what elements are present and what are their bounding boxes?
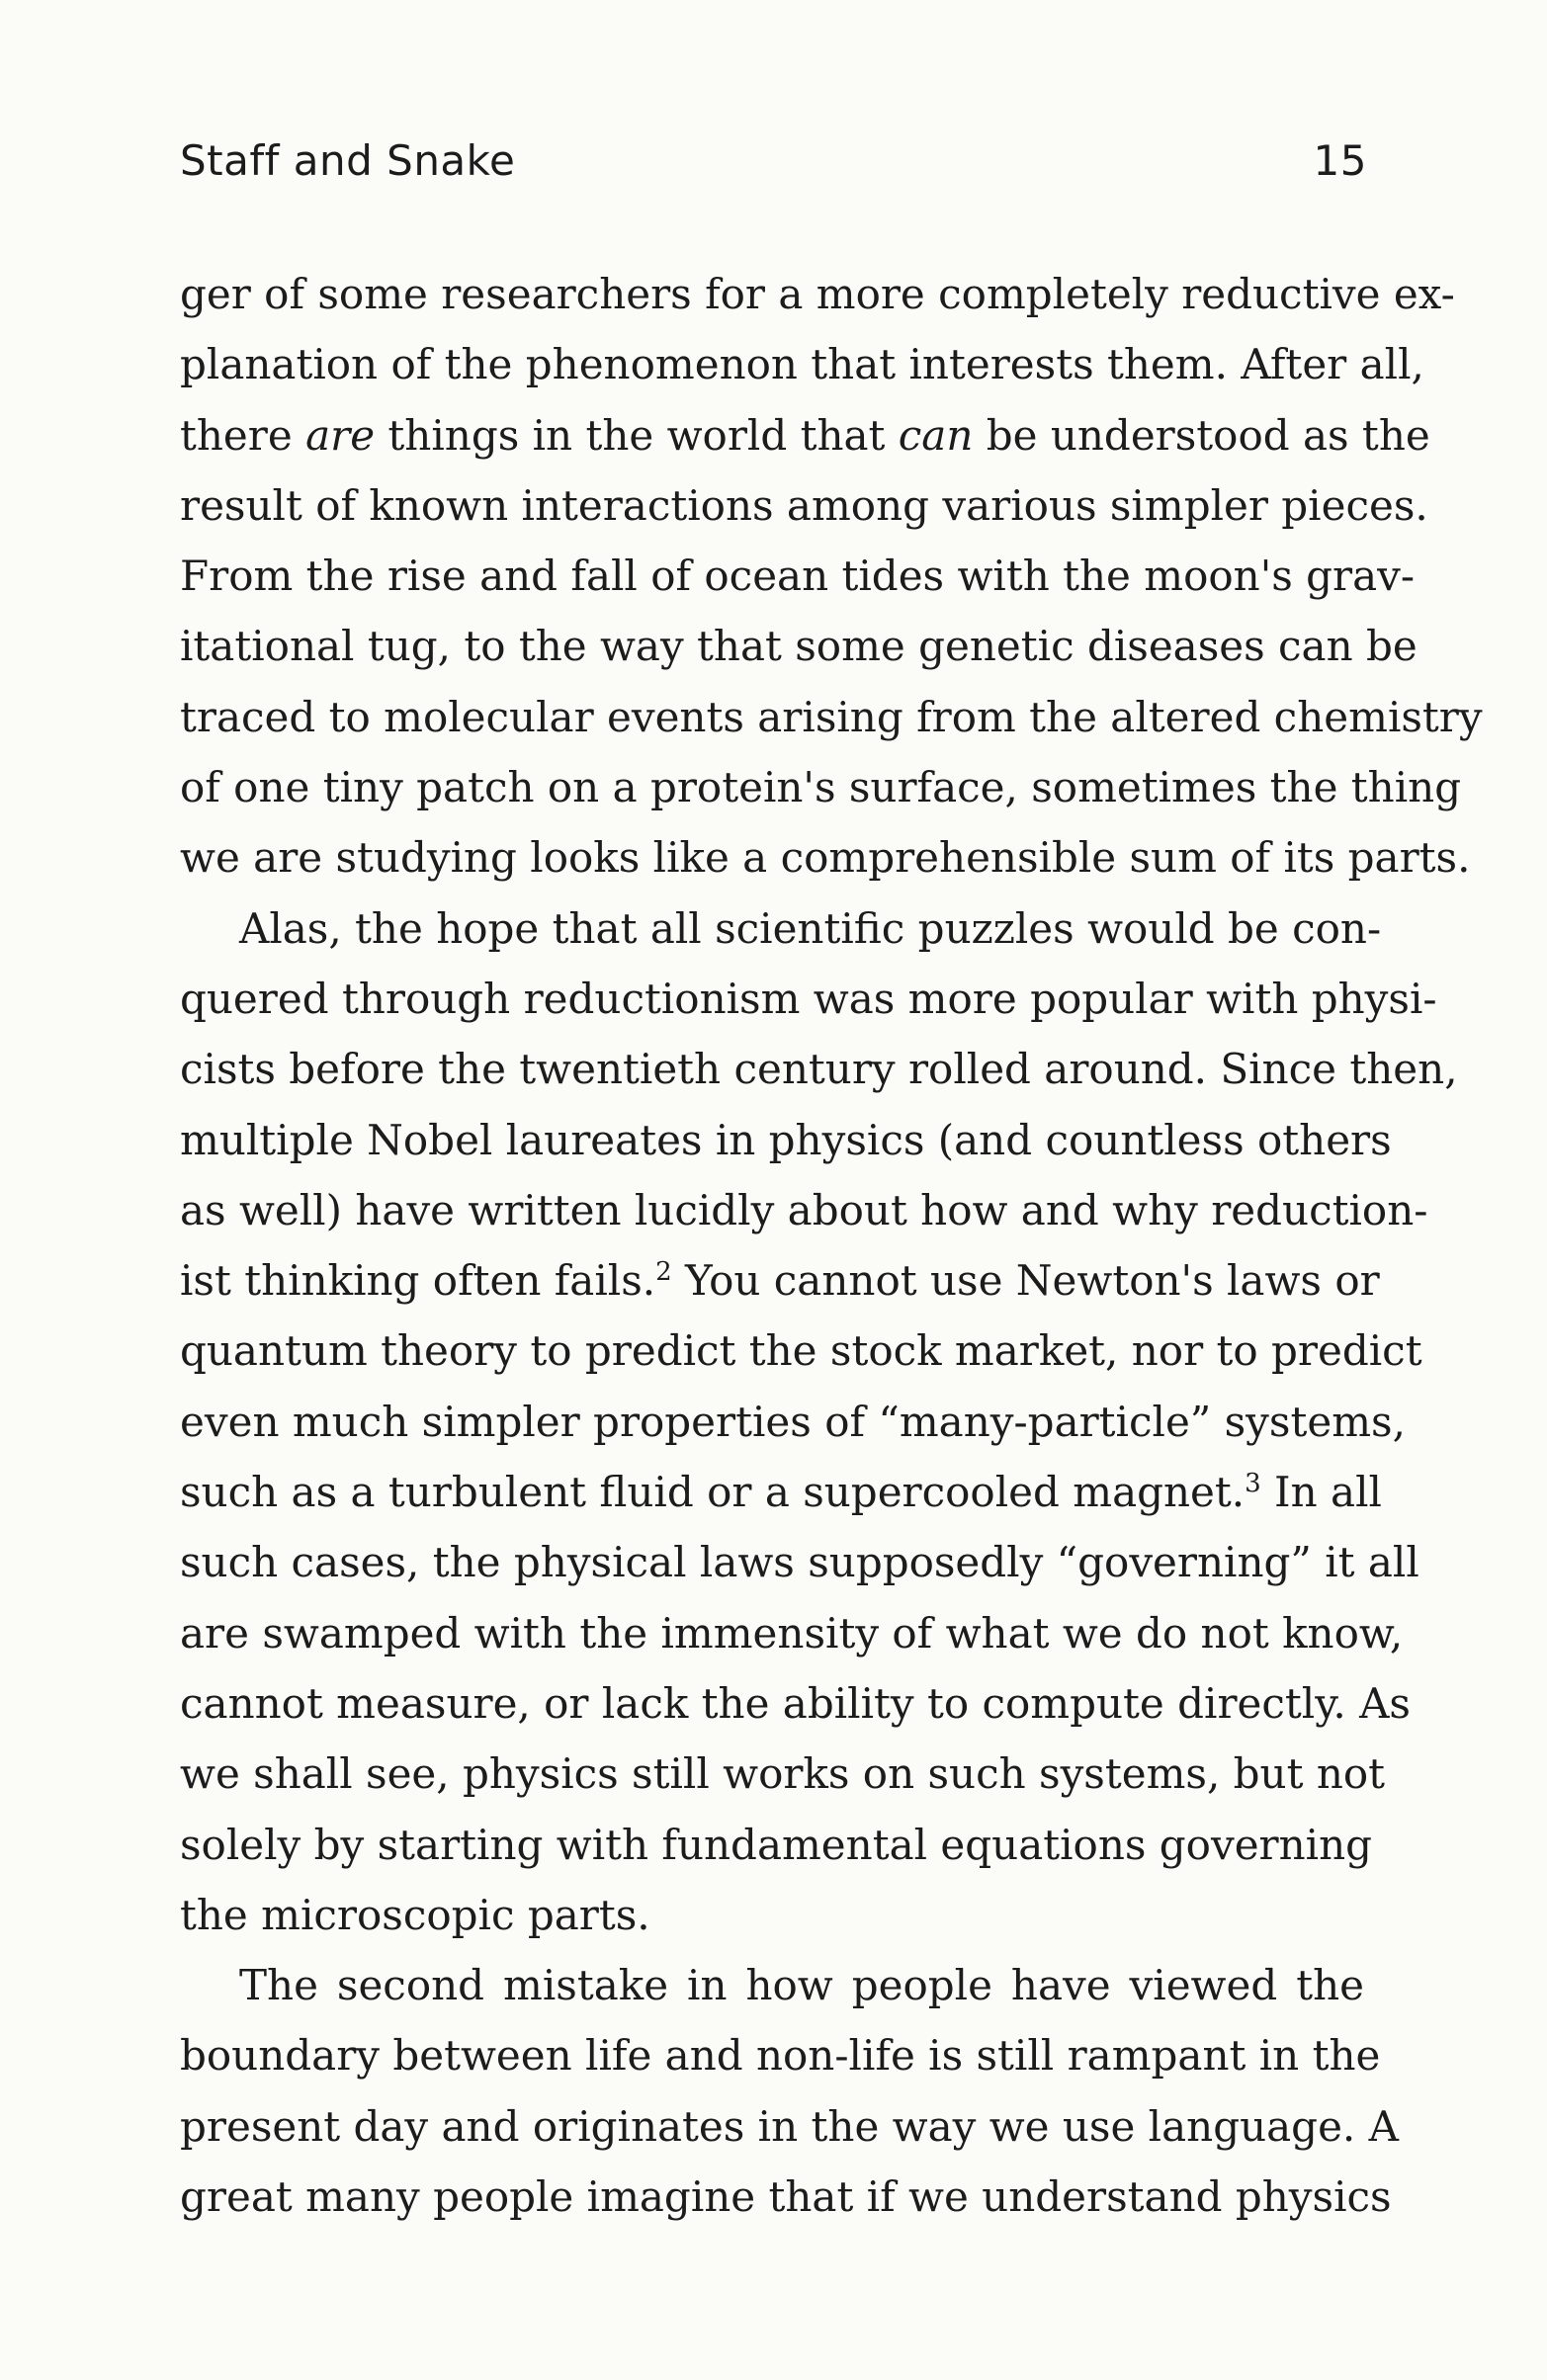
text-line — [180, 1598, 1404, 1668]
text-run: we are studying looks like a comprehensible sum of its parts. — [180, 833, 1471, 883]
text-line — [180, 1105, 1392, 1175]
text-run: of one tiny patch on a protein's surface, sometimes the thing — [180, 763, 1462, 812]
text-line — [180, 1527, 1419, 1597]
paragraph — [180, 893, 1458, 1950]
text-run: planation of the phenomenon that interests them. After all, — [180, 340, 1424, 389]
paragraph — [180, 259, 1483, 893]
text-line — [180, 2020, 1381, 2090]
text-run: itational tug, to the way that some genetic diseases can be — [180, 622, 1418, 671]
text-line — [180, 1316, 1422, 1386]
text-line — [180, 822, 1471, 892]
text-run: are swamped with the immensity of what we do not know, — [180, 1608, 1404, 1658]
text-line — [180, 611, 1418, 681]
text-run: solely by starting with fundamental equations governing — [180, 1820, 1373, 1869]
text-line — [180, 1668, 1411, 1739]
text-line — [180, 400, 1430, 470]
text-line — [180, 1457, 1382, 1527]
text-run: In all — [1260, 1468, 1382, 1517]
text-run: cists before the twentieth century rolled around. Since then, — [180, 1045, 1458, 1094]
text-line — [180, 1034, 1458, 1104]
text-run: The second mistake in how people have viewed the — [239, 1961, 1364, 2010]
text-run: From the rise and fall of ocean tides with the moon's grav- — [180, 552, 1416, 601]
text-run: be understood as the — [973, 410, 1430, 460]
text-run: quered through reductionism was more popular with physi- — [180, 974, 1437, 1023]
text-run: as well) have written lucidly about how and why reduction- — [180, 1185, 1428, 1234]
text-run: such cases, the physical laws supposedly “governing” it all — [180, 1538, 1419, 1587]
text-line — [180, 2162, 1392, 2232]
text-line — [180, 1950, 1364, 2020]
text-line — [180, 1387, 1406, 1457]
text-run: even much simpler properties of “many-particle” systems, — [180, 1397, 1406, 1446]
text-line — [180, 1739, 1386, 1809]
text-line — [180, 964, 1437, 1034]
text-line — [180, 1810, 1373, 1880]
text-run: present day and originates in the way we use language. A — [180, 2101, 1399, 2151]
text-run: Alas, the hope that all scientific puzzles would be con- — [239, 903, 1382, 953]
text-run: cannot measure, or lack the ability to compute directly. As — [180, 1678, 1411, 1728]
body-text — [180, 259, 1483, 2232]
text-line — [180, 1245, 1380, 1316]
text-run: ist thinking often fails. — [180, 1256, 656, 1306]
text-line — [180, 682, 1483, 752]
text-line — [180, 329, 1424, 399]
text-line — [180, 2091, 1399, 2162]
emphasis: are — [305, 410, 376, 460]
footnote-ref: 3 — [1245, 1469, 1261, 1499]
text-run: ger of some researchers for a more completely reductive ex- — [180, 270, 1455, 318]
paragraph — [180, 1950, 1399, 2232]
text-run: the microscopic parts. — [180, 1890, 650, 1939]
text-line — [180, 541, 1416, 611]
text-line — [180, 1880, 1364, 1950]
text-line — [180, 470, 1428, 541]
text-run: great many people imagine that if we understand physics — [180, 2172, 1392, 2222]
text-run: things in the world that — [375, 410, 899, 460]
page-number: 15 — [1313, 136, 1367, 185]
footnote-ref: 2 — [655, 1257, 672, 1288]
text-line — [180, 1175, 1428, 1245]
emphasis: can — [898, 410, 974, 460]
text-run: we shall see, physics still works on such systems, but not — [180, 1749, 1386, 1799]
text-run: multiple Nobel laureates in physics (and countless others — [180, 1115, 1392, 1164]
chapter-title: Staff and Snake — [180, 136, 516, 185]
text-run: You cannot use Newton's laws or — [671, 1256, 1380, 1306]
text-run: result of known interactions among various simpler pieces. — [180, 480, 1428, 530]
running-head — [180, 136, 1367, 196]
text-run: boundary between life and non-life is still rampant in the — [180, 2031, 1381, 2081]
text-run: traced to molecular events arising from the altered chemistry — [180, 692, 1483, 741]
text-run: quantum theory to predict the stock market, nor to predict — [180, 1326, 1422, 1376]
text-run: such as a turbulent fluid or a supercooled magnet. — [180, 1468, 1246, 1517]
text-run: there — [180, 410, 306, 460]
text-line — [180, 752, 1462, 822]
text-line — [180, 893, 1382, 964]
text-line — [180, 259, 1455, 329]
